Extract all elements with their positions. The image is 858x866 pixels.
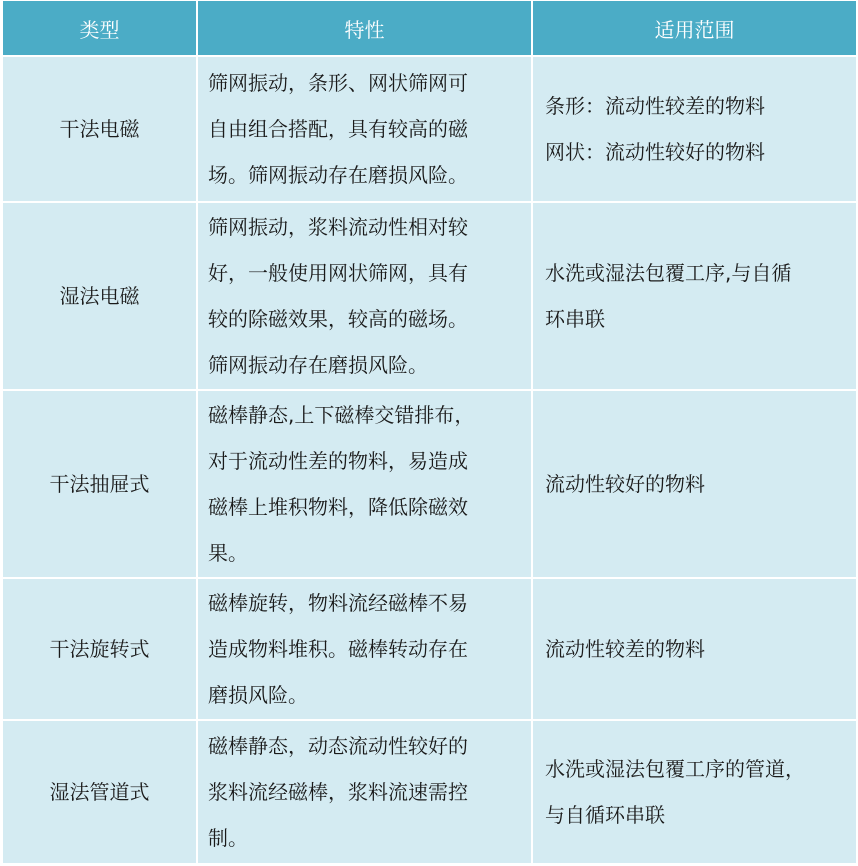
features-line: 磁棒旋转，物料流经磁棒不易 [208, 591, 468, 615]
scope-cell [532, 390, 857, 578]
table-row [2, 578, 857, 720]
scope-cell [532, 578, 857, 720]
features-line: 筛网振动，条形、网状筛网可 [208, 71, 468, 95]
type-cell: 湿法管道式 [2, 720, 197, 864]
scope-line: 条形：流动性较差的物料 [545, 94, 765, 118]
header-features: 特性 [197, 1, 532, 56]
features-line: 果。 [208, 541, 248, 565]
scope-line: 流动性较好的物料 [545, 472, 705, 496]
magnet-separator-table [1, 1, 858, 865]
features-line: 较的除磁效果，较高的磁场。 [208, 307, 468, 331]
type-cell: 干法旋转式 [2, 578, 197, 720]
type-cell: 湿法电磁 [2, 202, 197, 390]
scope-line: 网状：流动性较好的物料 [545, 140, 765, 164]
header-scope: 适用范围 [532, 1, 857, 56]
table-row [2, 390, 857, 578]
features-line: 制。 [208, 826, 248, 850]
features-line: 磁棒静态,上下磁棒交错排布， [208, 403, 475, 427]
scope-line: 水洗或湿法包覆工序的管道， [545, 757, 805, 781]
features-line: 对于流动性差的物料，易造成 [208, 449, 468, 473]
table-row [2, 720, 857, 864]
features-cell [197, 390, 532, 578]
features-line: 磁棒静态，动态流动性较好的 [208, 734, 468, 758]
header-row [2, 1, 857, 56]
features-cell [197, 202, 532, 390]
scope-cell [532, 202, 857, 390]
scope-cell [532, 56, 857, 202]
table-row [2, 56, 857, 202]
scope-line: 流动性较差的物料 [545, 637, 705, 661]
type-cell: 干法抽屉式 [2, 390, 197, 578]
type-cell: 干法电磁 [2, 56, 197, 202]
features-line: 好，一般使用网状筛网，具有 [208, 261, 468, 285]
features-line: 磨损风险。 [208, 683, 308, 707]
features-cell [197, 56, 532, 202]
features-line: 场。筛网振动存在磨损风险。 [208, 163, 468, 187]
scope-line: 与自循环串联 [545, 803, 665, 827]
features-cell [197, 578, 532, 720]
features-line: 筛网振动，浆料流动性相对较 [208, 215, 468, 239]
features-line: 自由组合搭配，具有较高的磁 [208, 117, 468, 141]
scope-cell [532, 720, 857, 864]
header-type: 类型 [2, 1, 197, 56]
features-line: 筛网振动存在磨损风险。 [208, 353, 428, 377]
features-line: 磁棒上堆积物料，降低除磁效 [208, 495, 468, 519]
table-row [2, 202, 857, 390]
features-cell [197, 720, 532, 864]
features-line: 浆料流经磁棒，浆料流速需控 [208, 780, 468, 804]
features-line: 造成物料堆积。磁棒转动存在 [208, 637, 468, 661]
scope-line: 环串联 [545, 307, 605, 331]
scope-line: 水洗或湿法包覆工序,与自循 [545, 261, 792, 285]
